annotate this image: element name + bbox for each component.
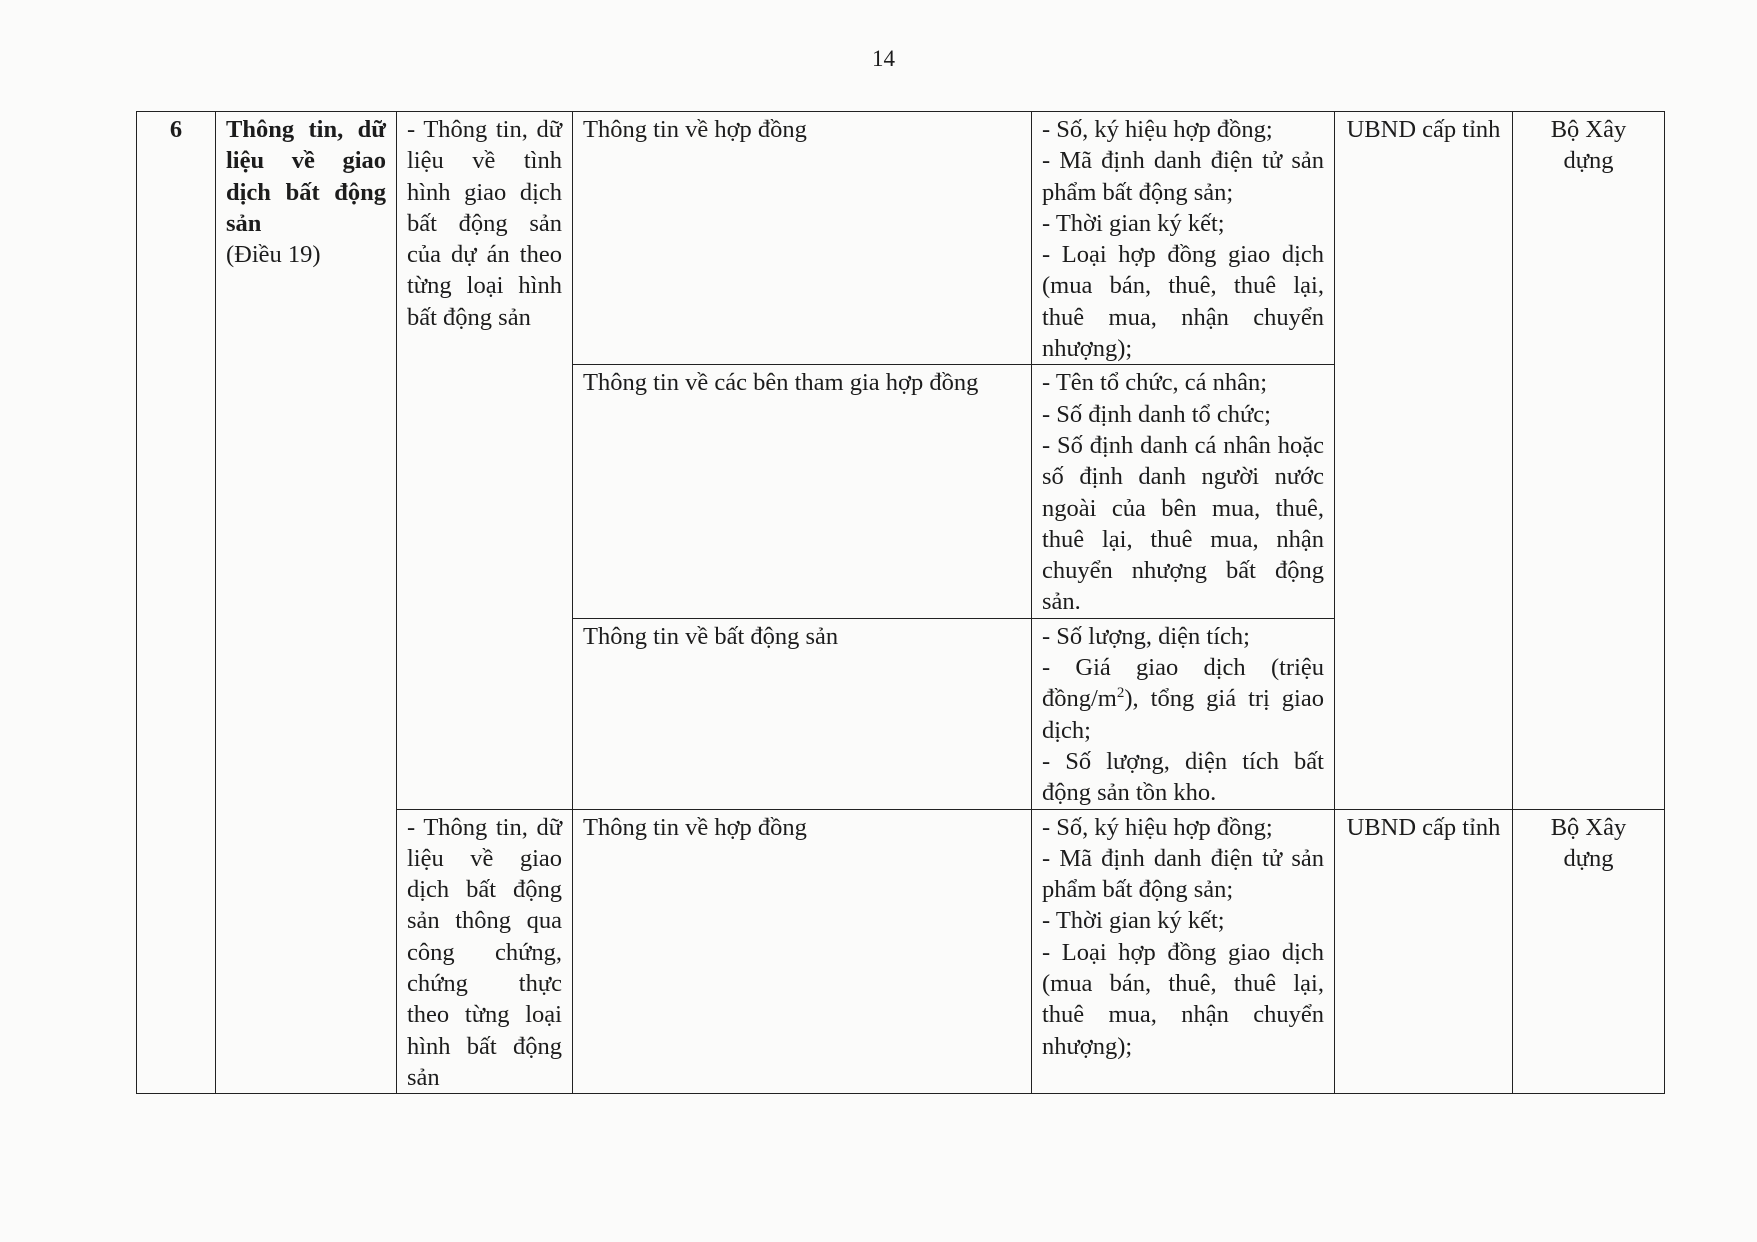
page-number: 14 (872, 46, 895, 71)
info-cell: Thông tin về bất động sản (573, 618, 1032, 809)
superscript: 2 (1116, 685, 1125, 702)
info-cell: Thông tin về hợp đồng (573, 809, 1032, 1094)
detail-cell (1032, 365, 1335, 618)
info-cell: Thông tin về hợp đồng (573, 112, 1032, 365)
receiver-cell: Bộ Xây dựng (1513, 809, 1665, 1094)
group-label-cell: - Thông tin, dữ liệu về tình hình giao dịch bất động sản của dự án theo từng loại hình bất động sản (397, 112, 573, 810)
detail-line: - Thời gian ký kết; (1042, 209, 1225, 237)
detail-line (1042, 652, 1324, 746)
detail-text: ), tổng giá trị giao dịch; (1042, 685, 1324, 744)
detail-line: - Số lượng, diện tích; (1042, 622, 1250, 650)
detail-line: - Số định danh cá nhân hoặc số định danh người nước ngoài của bên mua, thuê, thuê lại, thuê mua, nhận chuyển nhượng bất động sản. (1042, 431, 1324, 616)
detail-text: - Giá giao dịch (triệu đồng/m (1042, 654, 1324, 713)
group-label-cell: - Thông tin, dữ liệu về giao dịch bất động sản thông qua công chứng, chứng thực theo từng loại hình bất động sản (397, 809, 573, 1094)
item-reference: (Điều 19) (226, 241, 321, 269)
data-table (136, 111, 1665, 1094)
detail-cell (1032, 112, 1335, 365)
receiver-cell: Bộ Xây dựng (1513, 112, 1665, 810)
item-name-cell (216, 112, 397, 1094)
provider-cell: UBND cấp tỉnh (1335, 112, 1513, 810)
table-row (137, 112, 1665, 365)
detail-line: - Mã định danh điện tử sản phẩm bất động sản; (1042, 147, 1324, 206)
item-number-cell: 6 (137, 112, 216, 1094)
detail-line: - Tên tổ chức, cá nhân; (1042, 369, 1268, 397)
detail-line: - Số lượng, diện tích bất động sản tồn kho. (1042, 747, 1324, 807)
detail-line: - Số định danh tổ chức; (1042, 400, 1271, 428)
detail-cell (1032, 809, 1335, 1094)
detail-line: - Mã định danh điện tử sản phẩm bất động sản; (1042, 844, 1324, 904)
detail-line: - Loại hợp đồng giao dịch (mua bán, thuê, thuê lại, thuê mua, nhận chuyển nhượng); (1042, 938, 1324, 1060)
info-cell: Thông tin về các bên tham gia hợp đồng (573, 365, 1032, 618)
detail-line: - Số, ký hiệu hợp đồng; (1042, 116, 1273, 143)
detail-line: - Loại hợp đồng giao dịch (mua bán, thuê, thuê lại, thuê mua, nhận chuyển nhượng); (1042, 241, 1324, 363)
item-name: Thông tin, dữ liệu về giao dịch bất động sản (226, 116, 386, 237)
detail-line: - Thời gian ký kết; (1042, 907, 1225, 935)
provider-cell: UBND cấp tỉnh (1335, 809, 1513, 1094)
detail-cell (1032, 618, 1335, 809)
detail-line: - Số, ký hiệu hợp đồng; (1042, 813, 1273, 841)
